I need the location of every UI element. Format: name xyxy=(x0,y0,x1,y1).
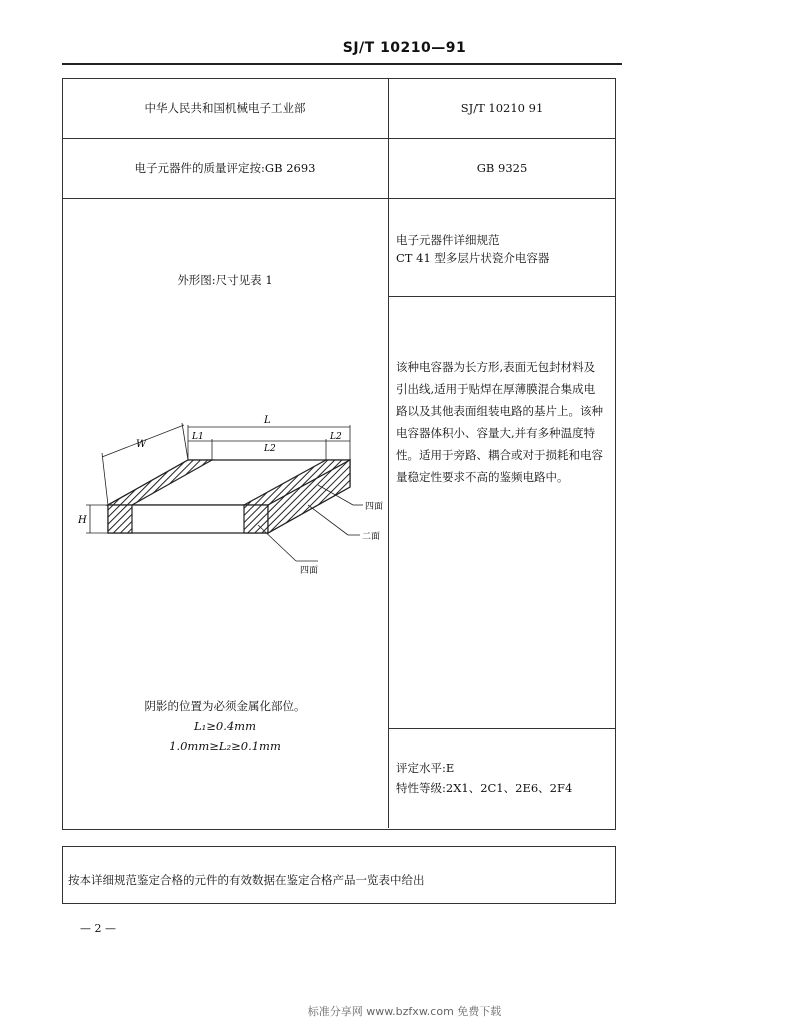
label-four-faces-bottom: 四面 xyxy=(300,566,319,576)
characteristic-grades: 特性等级:2X1、2C1、2E6、2F4 xyxy=(396,781,573,795)
quality-basis-text: 电子元器件的质量评定按:GB 2693 xyxy=(134,161,316,175)
spec-title-line2: CT 41 型多层片状瓷介电容器 xyxy=(396,251,550,265)
capacitor-outline-figure xyxy=(78,405,388,585)
issuer-text: 中华人民共和国机械电子工业部 xyxy=(144,101,306,115)
qualified-note: 按本详细规范鉴定合格的元件的有效数据在鉴定合格产品一览表中给出 xyxy=(68,873,425,887)
label-L2-right: L2 xyxy=(330,432,342,442)
label-two-faces: 二面 xyxy=(362,532,381,542)
standard-number: SJ/T 10210 91 xyxy=(460,101,544,115)
table-row-rule-1 xyxy=(62,138,616,139)
description-line: 性。适用于旁路、耦合或对于损耗和电容 xyxy=(396,448,603,462)
description-line: 量稳定性要求不高的鉴频电路中。 xyxy=(396,470,569,484)
header-rule xyxy=(62,63,622,65)
watermark-text: 标准分享网 www.bzfxw.com 免费下载 xyxy=(307,1005,502,1018)
description-line: 引出线,适用于贴焊在厚薄膜混合集成电 xyxy=(396,382,596,396)
l1-condition: L₁≥0.4mm xyxy=(194,719,256,733)
description-line: 电容器体积小、容量大,并有多种温度特 xyxy=(396,426,596,440)
left-end-front-hatch xyxy=(108,505,132,533)
description-line: 路以及其他表面组装电路的基片上。该种 xyxy=(396,404,603,418)
table-column-divider xyxy=(388,78,389,828)
assessment-level: 评定水平:E xyxy=(396,761,455,775)
l2-condition: 1.0mm≥L₂≥0.1mm xyxy=(169,739,281,753)
document-code-header: SJ/T 10210—91 xyxy=(342,40,467,56)
label-L1-left: L1 xyxy=(192,432,204,442)
table-row-rule-2 xyxy=(62,198,616,199)
description-paragraph xyxy=(396,356,616,488)
label-W: W xyxy=(136,439,147,450)
spec-title-line1: 电子元器件详细规范 xyxy=(396,233,500,247)
gb-reference: GB 9325 xyxy=(476,161,528,175)
page-number: — 2 — xyxy=(80,922,116,935)
description-line: 该种电容器为长方形,表面无包封材料及 xyxy=(396,360,596,374)
table-right-rule-4 xyxy=(388,728,616,729)
table-right-rule-3 xyxy=(388,296,616,297)
label-H: H xyxy=(78,515,87,526)
right-end-front-hatch xyxy=(244,505,268,533)
label-L: L xyxy=(264,415,271,426)
label-L2-center: L2 xyxy=(264,444,276,454)
label-four-faces-top: 四面 xyxy=(365,502,384,512)
outline-label: 外形图:尺寸见表 1 xyxy=(177,273,273,287)
shading-note: 阴影的位置为必须金属化部位。 xyxy=(144,699,306,713)
